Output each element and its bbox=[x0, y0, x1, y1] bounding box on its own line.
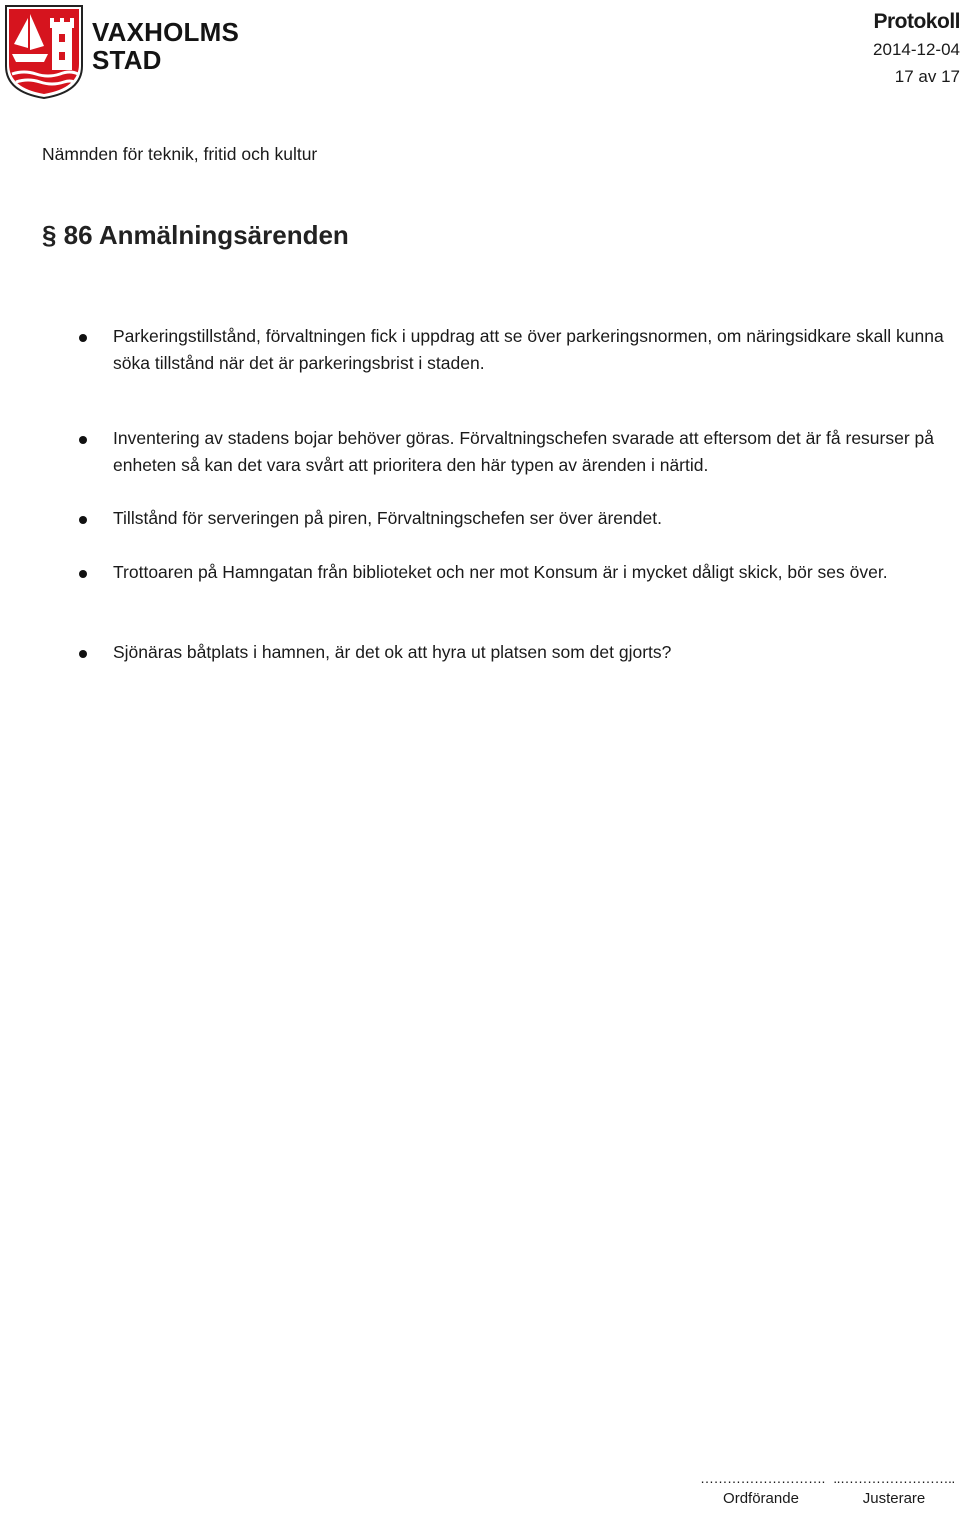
adjuster-signature bbox=[828, 1471, 960, 1513]
page-number: 17 av 17 bbox=[894, 67, 960, 86]
list-item: Parkeringstillstånd, förvaltningen fick i uppdrag att se över parkeringsnormen, om näringsidkare skall kunna söka tillstånd när det är parkeringsbrist i staden. bbox=[113, 326, 944, 373]
list-item: Trottoaren på Hamngatan från biblioteket och ner mot Konsum är i mycket dåligt skick, bör ses över. bbox=[113, 562, 888, 582]
logo-wordmark bbox=[92, 18, 239, 74]
logo-wordmark-line1: VAXHOLMS bbox=[92, 17, 240, 47]
chair-signature-line: ………………………. bbox=[700, 1470, 825, 1486]
chair-label: Ordförande bbox=[723, 1490, 799, 1507]
document-date: 2014-12-04 bbox=[873, 40, 960, 59]
bullet-icon bbox=[79, 334, 87, 342]
document-type: Protokoll bbox=[873, 10, 960, 33]
section-heading: § 86 Anmälningsärenden bbox=[42, 220, 349, 250]
list-item: Tillstånd för serveringen på piren, Förvaltningschefen ser över ärendet. bbox=[113, 508, 662, 528]
chair-signature bbox=[700, 1470, 825, 1513]
vaxholm-coat-of-arms-icon bbox=[4, 4, 84, 100]
adjuster-label: Justerare bbox=[862, 1490, 926, 1507]
bullet-icon bbox=[79, 650, 87, 658]
bullet-icon bbox=[79, 436, 87, 444]
logo-wordmark-line2: STAD bbox=[92, 45, 162, 75]
document-meta bbox=[873, 8, 960, 90]
vaxholm-logo bbox=[4, 4, 254, 102]
adjuster-signature-line: ..…………………….. bbox=[833, 1470, 955, 1486]
signature-footer bbox=[700, 1453, 960, 1507]
committee-name: Nämnden för teknik, fritid och kultur bbox=[42, 144, 318, 164]
list-item: Sjönäras båtplats i hamnen, är det ok att hyra ut platsen som det gjorts? bbox=[113, 642, 672, 662]
list-item: Inventering av stadens bojar behöver göras. Förvaltningschefen svarade att eftersom det är få resurser på enheten så kan det vara svårt att prioritera den här typen av ärenden i närtid. bbox=[113, 428, 935, 475]
bullet-icon bbox=[79, 570, 87, 578]
bullet-icon bbox=[79, 516, 87, 524]
